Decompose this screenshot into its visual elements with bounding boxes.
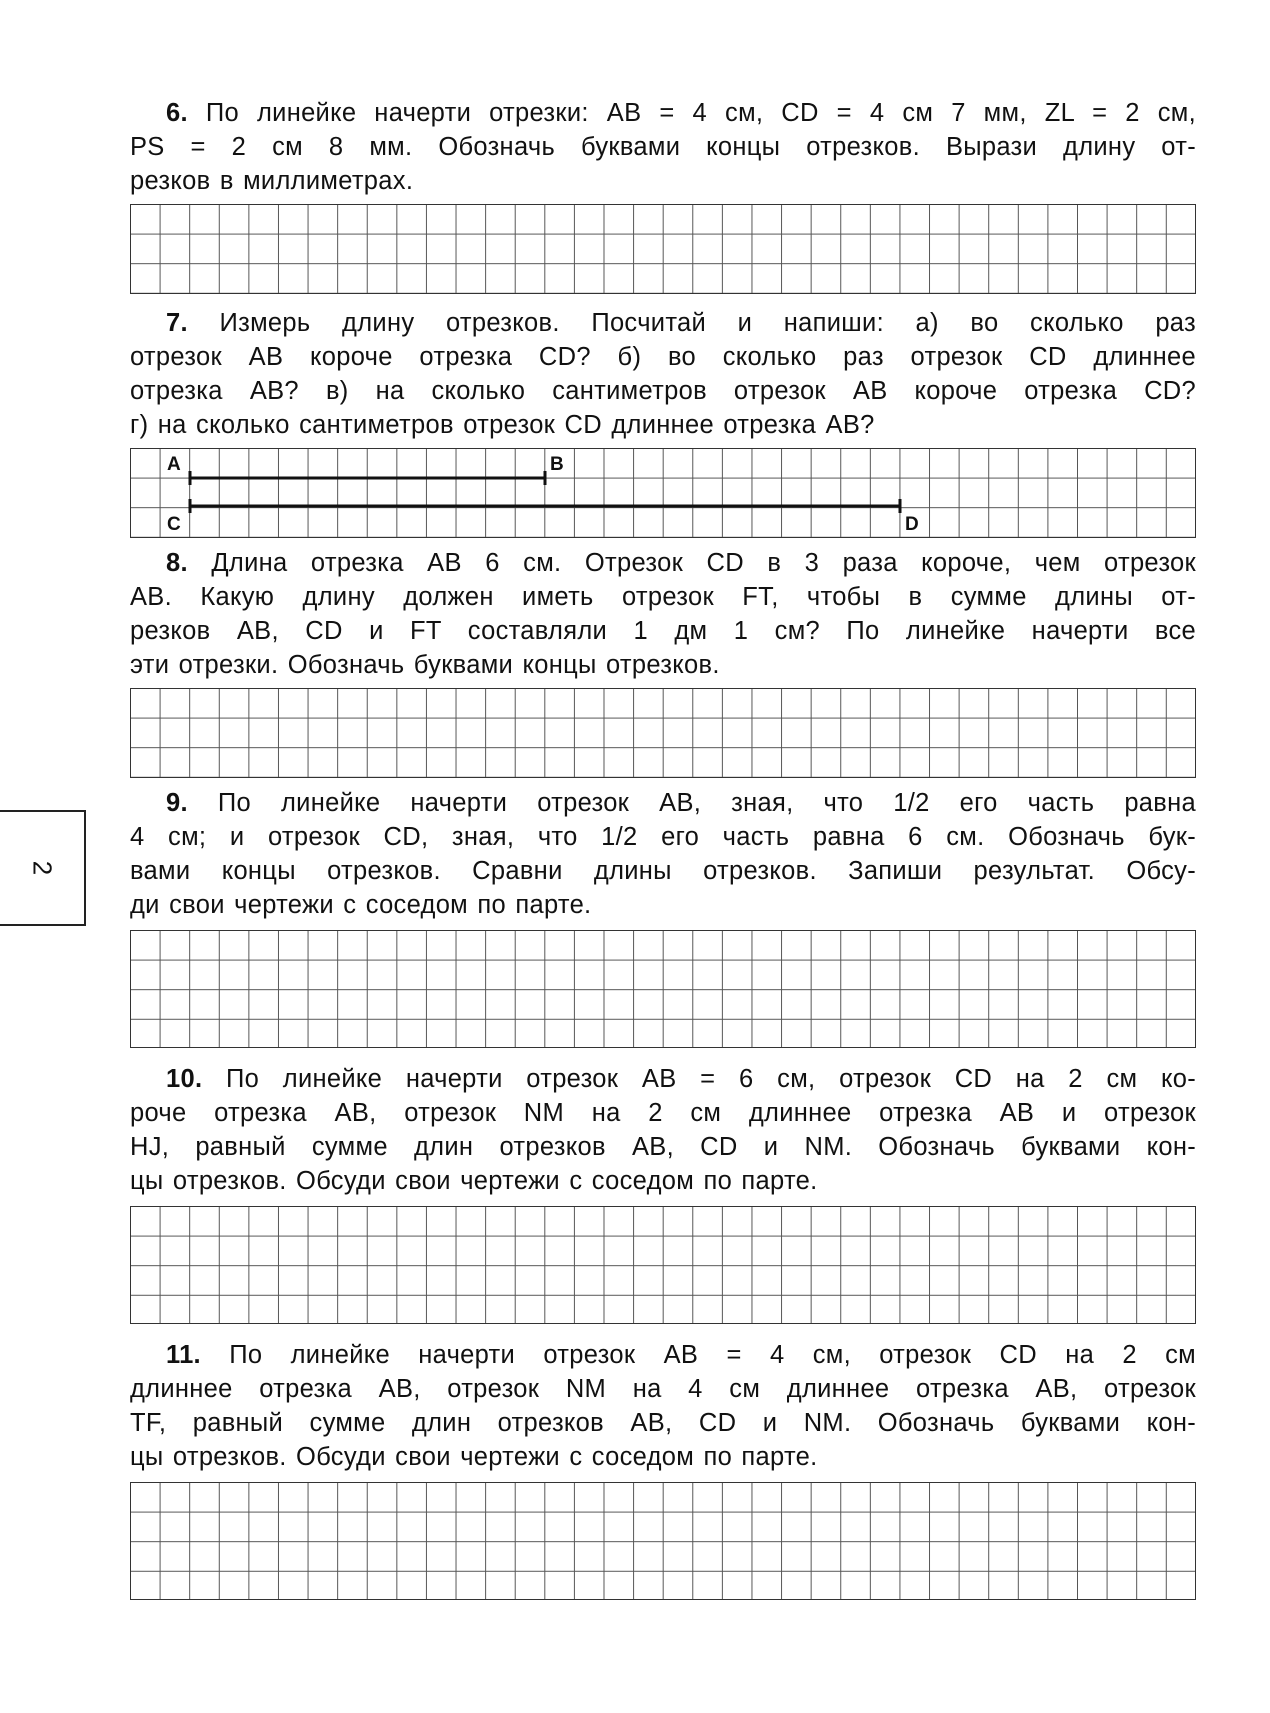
- task-line: 4 см; и отрезок CD, зная, что 1/2 его часть равна 6 см. Обозначь бук-: [130, 823, 1196, 851]
- answer-grid-9[interactable]: [130, 930, 1196, 1048]
- segments-figure: [130, 448, 1196, 538]
- task-number: 9.: [166, 789, 188, 817]
- label-c: C: [167, 514, 181, 535]
- task-line: 9. По линейке начерти отрезок AB, зная, что 1/2 его часть равна: [166, 789, 1196, 817]
- task-line: вами концы отрезков. Сравни длины отрезков. Запиши результат. Обсу-: [130, 857, 1196, 885]
- task-line: длиннее отрезка AB, отрезок NM на 4 см длиннее отрезка AB, отрезок: [130, 1375, 1196, 1403]
- label-a: A: [167, 454, 181, 475]
- task-line: AB. Какую длину должен иметь отрезок FT, чтобы в сумме длины от-: [130, 583, 1196, 611]
- label-b: B: [550, 454, 564, 475]
- task-6: [130, 96, 1196, 198]
- task-line: 7. Измерь длину отрезков. Посчитай и напиши: а) во сколько раз: [166, 309, 1196, 337]
- task-line: роче отрезка AB, отрезок NM на 2 см длиннее отрезка AB и отрезок: [130, 1099, 1196, 1127]
- answer-grid-10[interactable]: [130, 1206, 1196, 1324]
- task-number: 6.: [166, 99, 188, 127]
- task-number: 10.: [166, 1065, 203, 1093]
- task-line: 11. По линейке начерти отрезок AB = 4 см, отрезок CD на 2 см: [166, 1341, 1196, 1369]
- task-line: HJ, равный сумме длин отрезков AB, CD и NM. Обозначь буквами кон-: [130, 1133, 1196, 1161]
- task-line: резков в миллиметрах.: [130, 167, 414, 195]
- task-line: отрезок AB короче отрезка CD? б) во сколько раз отрезок CD длиннее: [130, 343, 1196, 371]
- task-line: цы отрезков. Обсуди свои чертежи с соседом по парте.: [130, 1443, 818, 1471]
- task-number: 8.: [166, 549, 188, 577]
- task-7: [130, 306, 1196, 442]
- task-line: ди свои чертежи с соседом по парте.: [130, 891, 592, 919]
- page-number-tab: [0, 810, 86, 926]
- task-line: 8. Длина отрезка AB 6 см. Отрезок CD в 3 раза короче, чем отрезок: [166, 549, 1196, 577]
- task-line: PS = 2 см 8 мм. Обозначь буквами концы отрезков. Вырази длину от-: [130, 133, 1196, 161]
- task-line: 10. По линейке начерти отрезок AB = 6 см, отрезок CD на 2 см ко-: [166, 1065, 1196, 1093]
- task-9: [130, 786, 1196, 922]
- answer-grid-6[interactable]: [130, 204, 1196, 294]
- task-number: 7.: [166, 309, 188, 337]
- answer-grid-8[interactable]: [130, 688, 1196, 778]
- task-line: TF, равный сумме длин отрезков AB, CD и NM. Обозначь буквами кон-: [130, 1409, 1196, 1437]
- task-number: 11.: [166, 1341, 201, 1369]
- task-line: 6. По линейке начерти отрезки: AB = 4 см, CD = 4 см 7 мм, ZL = 2 см,: [166, 99, 1196, 127]
- label-d: D: [905, 514, 919, 535]
- task-10: [130, 1062, 1196, 1198]
- answer-grid-11[interactable]: [130, 1482, 1196, 1600]
- task-11: [130, 1338, 1196, 1474]
- task-line: эти отрезки. Обозначь буквами концы отрезков.: [130, 651, 720, 679]
- task-line: г) на сколько сантиметров отрезок CD длиннее отрезка AB?: [130, 411, 875, 439]
- task-line: резков AB, CD и FT составляли 1 дм 1 см? По линейке начерти все: [130, 617, 1196, 645]
- task-line: отрезка AB? в) на сколько сантиметров отрезок AB короче отрезка CD?: [130, 377, 1196, 405]
- task-line: цы отрезков. Обсуди свои чертежи с соседом по парте.: [130, 1167, 818, 1195]
- page-number: 2: [27, 860, 58, 876]
- task-8: [130, 546, 1196, 682]
